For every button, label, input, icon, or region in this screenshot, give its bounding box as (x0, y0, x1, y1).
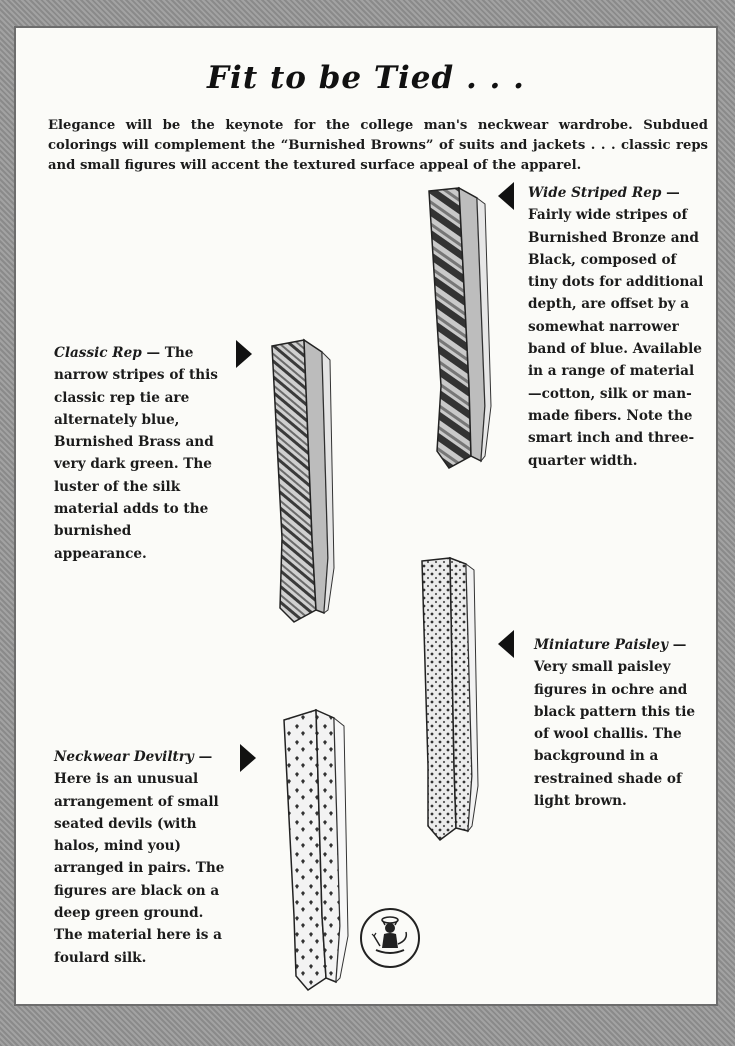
miniature-paisley-text: —Very small paisley figures in ochre and black pattern this tie of wool challis. The background in a restrained shade of light brown. (534, 637, 696, 810)
miniature-paisley-tie-illustration (414, 556, 484, 846)
neckwear-deviltry-tie-illustration (278, 706, 358, 996)
arrow-pointer-icon (498, 182, 514, 210)
seated-devil-logo-icon (358, 906, 422, 970)
document-page (14, 26, 718, 1006)
classic-rep-text: — The narrow stripes of this classic rep tie are alternately blue, Burnished Brass and very dark green. The luster of the silk material adds to the burnished appearance. (54, 345, 218, 562)
wide-striped-rep-description (528, 182, 706, 472)
miniature-paisley-description (534, 634, 706, 812)
arrow-pointer-icon (236, 340, 252, 368)
neckwear-deviltry-text: —Here is an unusual arrangement of small seated devils (with halos, mind you) arranged in pairs. The figures are black on a deep green ground. The material here is a foulard silk. (54, 749, 225, 966)
wide-striped-rep-tie-illustration (419, 186, 499, 476)
page-title: Fit to be Tied . . . (207, 60, 525, 96)
neckwear-deviltry-description (54, 746, 230, 969)
intro-paragraph: Elegance will be the keynote for the college man's neckwear wardrobe. Subdued colorings will complement the “Burnished Browns” of suits and jackets . . . classic reps and small figures will accent the textured surface appeal of the apparel. (48, 118, 708, 173)
miniature-paisley-heading: Miniature Paisley (534, 637, 668, 653)
arrow-pointer-icon (240, 744, 256, 772)
classic-rep-description (54, 342, 226, 565)
wide-striped-rep-text: —Fairly wide stripes of Burnished Bronze and Black, composed of tiny dots for additional depth, are offset by a somewhat narrower band of blue. Available in a range of material—cotton, silk or man-made fibers. Note the smart inch and three-quarter width. (528, 185, 704, 469)
classic-rep-tie-illustration (262, 338, 338, 628)
wide-striped-rep-heading: Wide Striped Rep (528, 185, 662, 201)
classic-rep-heading: Classic Rep (54, 345, 142, 361)
arrow-pointer-icon (498, 630, 514, 658)
neckwear-deviltry-heading: Neckwear Deviltry (54, 749, 194, 765)
